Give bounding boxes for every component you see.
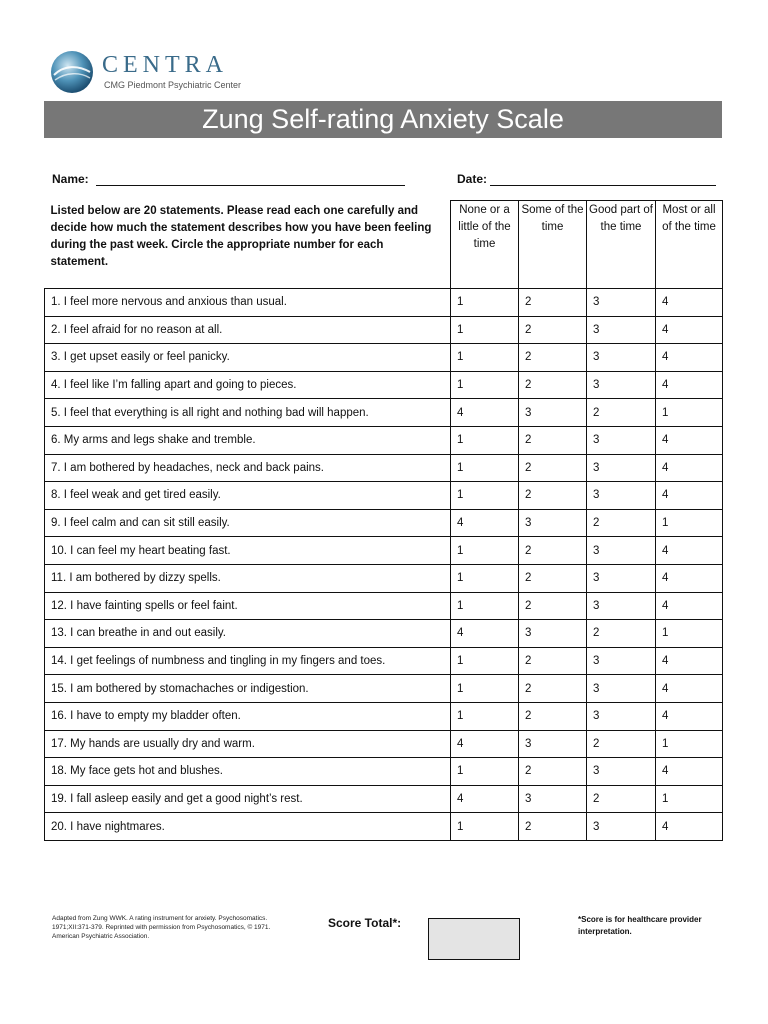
centra-logo-icon	[50, 50, 94, 94]
score-option[interactable]: 2	[519, 426, 587, 454]
score-option[interactable]: 3	[519, 399, 587, 427]
score-option[interactable]: 1	[451, 592, 519, 620]
score-option[interactable]: 2	[519, 564, 587, 592]
score-option[interactable]: 2	[587, 785, 656, 813]
score-option[interactable]: 2	[519, 592, 587, 620]
score-option[interactable]: 2	[519, 454, 587, 482]
score-option[interactable]: 1	[451, 702, 519, 730]
score-option[interactable]: 3	[587, 564, 656, 592]
score-option[interactable]: 2	[519, 647, 587, 675]
score-option[interactable]: 4	[656, 702, 723, 730]
score-option[interactable]: 1	[451, 371, 519, 399]
statement-row	[45, 785, 723, 813]
score-option[interactable]: 3	[519, 785, 587, 813]
score-option[interactable]: 3	[587, 426, 656, 454]
score-option[interactable]: 2	[587, 509, 656, 537]
statement-row	[45, 371, 723, 399]
statement-text: 14. I get feelings of numbness and tingling in my fingers and toes.	[45, 647, 451, 675]
brand-subtitle: CMG Piedmont Psychiatric Center	[104, 80, 242, 90]
score-option[interactable]: 3	[587, 702, 656, 730]
score-option[interactable]: 1	[451, 813, 519, 841]
score-option[interactable]: 1	[451, 564, 519, 592]
score-option[interactable]: 4	[656, 813, 723, 841]
score-option[interactable]: 3	[587, 813, 656, 841]
score-option[interactable]: 2	[519, 482, 587, 510]
statement-text: 13. I can breathe in and out easily.	[45, 620, 451, 648]
score-option[interactable]: 1	[656, 509, 723, 537]
score-option[interactable]: 3	[587, 289, 656, 317]
score-option[interactable]: 4	[451, 399, 519, 427]
brand-name: CENTRA	[102, 52, 228, 78]
score-option[interactable]: 1	[451, 647, 519, 675]
score-option[interactable]: 3	[587, 758, 656, 786]
score-option[interactable]: 4	[656, 647, 723, 675]
statement-text: 5. I feel that everything is all right and nothing bad will happen.	[45, 399, 451, 427]
score-option[interactable]: 1	[451, 675, 519, 703]
statement-row	[45, 454, 723, 482]
statement-row	[45, 702, 723, 730]
score-option[interactable]: 3	[519, 620, 587, 648]
score-option[interactable]: 4	[451, 785, 519, 813]
score-option[interactable]: 3	[587, 316, 656, 344]
statement-text: 12. I have fainting spells or feel faint.	[45, 592, 451, 620]
statement-text: 20. I have nightmares.	[45, 813, 451, 841]
score-option[interactable]: 3	[519, 509, 587, 537]
statement-text: 3. I get upset easily or feel panicky.	[45, 344, 451, 372]
score-option[interactable]: 3	[587, 647, 656, 675]
statement-row	[45, 592, 723, 620]
score-option[interactable]: 4	[656, 316, 723, 344]
statement-text: 2. I feel afraid for no reason at all.	[45, 316, 451, 344]
score-option[interactable]: 2	[519, 813, 587, 841]
score-option[interactable]: 4	[451, 620, 519, 648]
score-option[interactable]: 2	[519, 702, 587, 730]
statement-row	[45, 647, 723, 675]
statement-text: 8. I feel weak and get tired easily.	[45, 482, 451, 510]
score-option[interactable]: 2	[519, 344, 587, 372]
statement-text: 7. I am bothered by headaches, neck and back pains.	[45, 454, 451, 482]
statement-text: 15. I am bothered by stomachaches or indigestion.	[45, 675, 451, 703]
score-option[interactable]: 3	[587, 482, 656, 510]
statement-row	[45, 426, 723, 454]
score-option[interactable]: 2	[519, 316, 587, 344]
score-option[interactable]: 4	[656, 537, 723, 565]
score-option[interactable]: 2	[519, 371, 587, 399]
score-option[interactable]: 4	[656, 592, 723, 620]
page-title: Zung Self-rating Anxiety Scale	[44, 101, 722, 138]
score-option[interactable]: 4	[656, 758, 723, 786]
column-header: Good part of the time	[587, 201, 656, 289]
score-option[interactable]: 2	[587, 399, 656, 427]
column-header: Some of the time	[519, 201, 587, 289]
score-option[interactable]: 4	[656, 426, 723, 454]
statement-text: 11. I am bothered by dizzy spells.	[45, 564, 451, 592]
statement-text: 9. I feel calm and can sit still easily.	[45, 509, 451, 537]
score-option[interactable]: 2	[519, 758, 587, 786]
rating-table	[44, 200, 723, 841]
score-option[interactable]: 3	[519, 730, 587, 758]
name-label: Name:	[52, 172, 89, 186]
score-option[interactable]: 1	[451, 426, 519, 454]
statement-text: 1. I feel more nervous and anxious than usual.	[45, 289, 451, 317]
score-note: *Score is for healthcare provider interpretation.	[578, 915, 702, 936]
score-total-label: Score Total*:	[328, 916, 402, 930]
instructions-text: Listed below are 20 statements. Please read each one carefully and decide how much the statement describes how you have been feeling during the past week. Circle the appropriate number for each statement.	[45, 201, 451, 289]
statement-row	[45, 537, 723, 565]
statement-row	[45, 482, 723, 510]
statement-row	[45, 620, 723, 648]
statement-row	[45, 344, 723, 372]
score-option[interactable]: 4	[451, 730, 519, 758]
score-total-field[interactable]	[428, 918, 520, 960]
statement-row	[45, 675, 723, 703]
statement-row	[45, 564, 723, 592]
score-option[interactable]: 2	[519, 289, 587, 317]
column-header: Most or all of the time	[656, 201, 723, 289]
score-option[interactable]: 4	[656, 454, 723, 482]
statement-text: 10. I can feel my heart beating fast.	[45, 537, 451, 565]
score-option[interactable]: 1	[656, 730, 723, 758]
score-option[interactable]: 1	[451, 454, 519, 482]
score-option[interactable]: 3	[587, 454, 656, 482]
score-option[interactable]: 1	[656, 620, 723, 648]
statement-row	[45, 509, 723, 537]
score-option[interactable]: 3	[587, 537, 656, 565]
statement-text: 18. My face gets hot and blushes.	[45, 758, 451, 786]
score-option[interactable]: 4	[656, 371, 723, 399]
score-option[interactable]: 1	[451, 537, 519, 565]
score-option[interactable]: 1	[451, 316, 519, 344]
statement-text: 16. I have to empty my bladder often.	[45, 702, 451, 730]
statement-row	[45, 316, 723, 344]
score-option[interactable]: 1	[656, 785, 723, 813]
score-option[interactable]: 3	[587, 675, 656, 703]
date-field[interactable]	[490, 185, 716, 186]
score-option[interactable]: 4	[656, 289, 723, 317]
statement-row	[45, 289, 723, 317]
statement-row	[45, 813, 723, 841]
statement-row	[45, 399, 723, 427]
score-option[interactable]: 2	[587, 730, 656, 758]
score-option[interactable]: 2	[587, 620, 656, 648]
score-option[interactable]: 4	[656, 482, 723, 510]
score-option[interactable]: 1	[451, 344, 519, 372]
statement-text: 19. I fall asleep easily and get a good night’s rest.	[45, 785, 451, 813]
column-header: None or a little of the time	[451, 201, 519, 289]
date-label: Date:	[457, 172, 488, 186]
score-option[interactable]: 3	[587, 344, 656, 372]
score-option[interactable]: 4	[656, 675, 723, 703]
score-option[interactable]: 1	[451, 758, 519, 786]
score-option[interactable]: 1	[451, 482, 519, 510]
score-option[interactable]: 3	[587, 592, 656, 620]
citation-text: Adapted from Zung WWK. A rating instrument for anxiety. Psychosomatics. 1971;XII:371-379. Reprinted with permission from Psychosomatics, © 1971. American Psychiatric Association.	[52, 915, 271, 940]
score-option[interactable]: 1	[451, 289, 519, 317]
statement-text: 4. I feel like I’m falling apart and going to pieces.	[45, 371, 451, 399]
statement-row	[45, 730, 723, 758]
statement-text: 6. My arms and legs shake and tremble.	[45, 426, 451, 454]
score-option[interactable]: 4	[451, 509, 519, 537]
score-option[interactable]: 2	[519, 537, 587, 565]
score-option[interactable]: 4	[656, 564, 723, 592]
score-option[interactable]: 3	[587, 371, 656, 399]
name-field[interactable]	[96, 185, 405, 186]
statement-row	[45, 758, 723, 786]
score-option[interactable]: 2	[519, 675, 587, 703]
statement-text: 17. My hands are usually dry and warm.	[45, 730, 451, 758]
score-option[interactable]: 4	[656, 344, 723, 372]
score-option[interactable]: 1	[656, 399, 723, 427]
